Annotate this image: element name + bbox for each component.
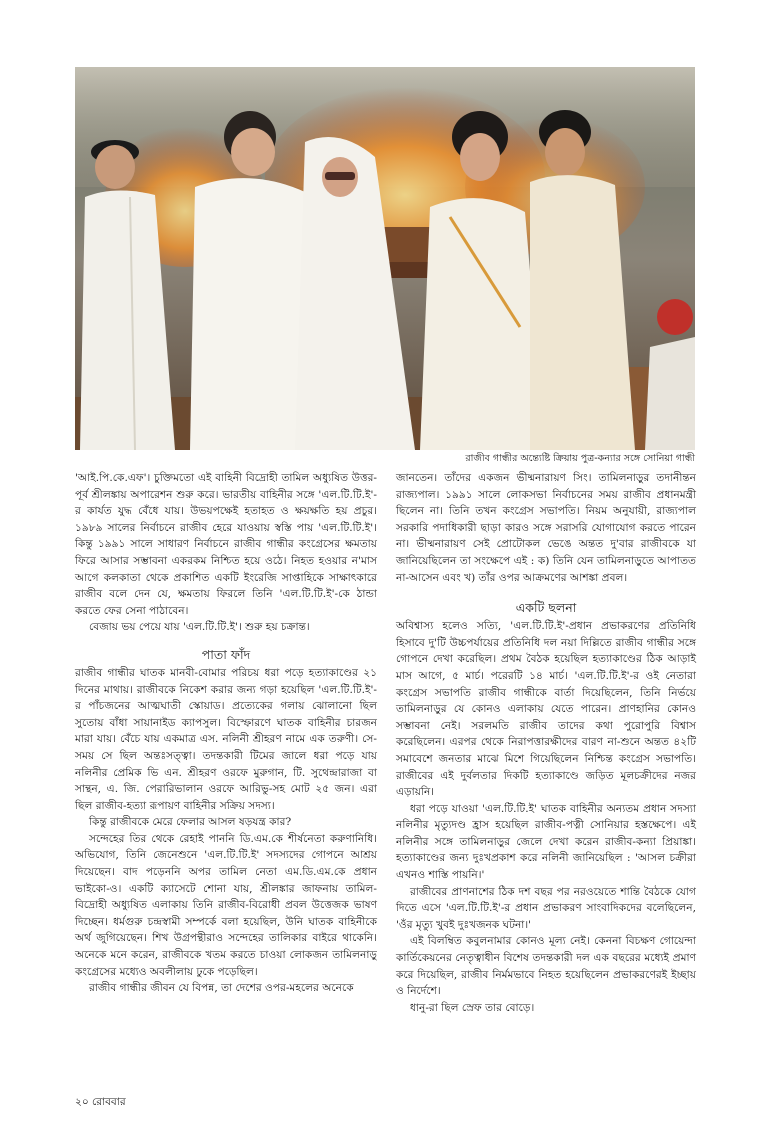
paragraph: ধানু-রা ছিল স্রেফ তার বোড়ে। (410, 1001, 535, 1014)
paragraph: এই বিলম্বিত কবুলনামার কোনও মূল্য নেই। কেননা বিচক্ষণ গোয়েন্দা কার্তিকেয়নের নেতৃত্বাধীন বিশেষ তদন্তকারী দল এক বছরের মধ্যেই প্রমাণ করে দিয়েছিল, রাজীব নির্মমভাবে নিহত হয়েছিলেন প্রভাকরণেরই ইচ্ছায় ও নির্দেশে। (396, 935, 696, 998)
funeral-photo (75, 67, 695, 450)
paragraph: ধরা পড়ে যাওয়া 'এল.টি.টি.ই' ঘাতক বাহিনীর অন্যতম প্রধান সদস্যা নলিনীর মৃত্যুদণ্ড হ্রাস হয়েছিল রাজীব-পত্নী সোনিয়ার হস্তক্ষেপে। এই নলিনীর সঙ্গে তামিলনাড়ুর জেলে দেখা করেন রাজীব-কন্যা প্রিয়াঙ্কা। হত্যাকাণ্ডের জন্য দুঃখপ্রকাশ করে নলিনী জানিয়েছিল : 'আসল চক্রীরা এখনও শাস্তি পায়নি।' (396, 802, 696, 882)
paragraph: অবিশ্বাস্য হলেও সত্যি, 'এল.টি.টি.ই'-প্রধান প্রভাকরণের প্রতিনিধি হিসাবে দু'টি উচ্চপর্যায়ের প্রতিনিধি দল নয়া দিল্লিতে রাজীব গান্ধীর সঙ্গে গোপনে দেখা করেছিল। প্রথম বৈঠক হয়েছিল হত্যাকাণ্ডের ঠিক আড়াই মাস আগে, ৫ মার্চ। পরেরটি ১৪ মার্চ। 'এল.টি.টি.ই'-র ওই নেতারা কংগ্রেস সভাপতি রাজীব গান্ধীকে বার্তা দিয়েছিলেন, তিনি নির্ভয়ে তামিলনাড়ুর যে কোনও এলাকায় যেতে পারেন। প্রাণহানির কোনও সম্ভাবনা নেই। সরলমতি রাজীব তাদের কথা পুরোপুরি বিশ্বাস করেছিলেন। এরপর থেকে নিরাপত্তারক্ষীদের বারণ না-শুনে অন্তত ৪২টি সমাবেশে জনতার মাঝে মিশে গিয়েছিলেন নিশ্চিন্ত কংগ্রেস সভাপতি। রাজীবের এই দুর্বলতার দিকটি হত্যাকাণ্ডে জড়িত মূলচক্রীদের নজর এড়ায়নি। (396, 620, 696, 799)
section-heading: পাতা ফাঁদ (201, 646, 251, 662)
paragraph: রাজীব গান্ধীর জীবন যে বিপন্ন, তা দেশের ওপর-মহলের অনেকে (89, 982, 354, 995)
page-number: ২০ (75, 1096, 89, 1108)
article-column-left (75, 470, 377, 997)
paragraph: কিন্তু রাজীবকে মেরে ফেলার আসল ষড়যন্ত্র কার? (89, 816, 292, 829)
paragraph: জানতেন। তাঁদের একজন ভীষ্মনারায়ণ সিং। তামিলনাড়ুর তদানীন্তন রাজ্যপাল। ১৯৯১ সালে লোকসভা নির্বাচনের সময় রাজীব প্রধানমন্ত্রী ছিলেন না। তিনি তখন কংগ্রেস সভাপতি। নিয়ম অনুযায়ী, রাজ্যপাল সরকারি পদাধিকারী ছাড়া কারও সঙ্গে সরাসরি যোগাযোগ করতে পারেন না। ভীষ্মনারায়ণ সেই প্রোটোকল ভেঙে অন্তত দু'বার রাজীবকে যা জানিয়েছিলেন তা সংক্ষেপে এই : ক) তিনি যেন তামিলনাড়ুতে আপাতত না-আসেন এবং খ) তাঁর ওপর আক্রমণের আশঙ্কা প্রবল। (396, 472, 696, 584)
paragraph: রাজীবের প্রাণনাশের ঠিক দশ বছর পর নরওয়েতে শান্তি বৈঠকে যোগ দিতে এসে 'এল.টি.টি.ই'-র প্রধান প্রভাকরণ সাংবাদিকদের বলেছিলেন, 'ওঁর মৃত্যু খুবই দুঃখজনক ঘটনা।' (396, 885, 696, 931)
photo-caption: রাজীব গান্ধীর অন্ত্যেষ্টি ক্রিয়ায় পুত্র-কন্যার সঙ্গে সোনিয়া গান্ধী (465, 453, 695, 464)
publication-name: রোববার (92, 1096, 126, 1108)
paragraph: বেজায় ভয় পেয়ে যায় 'এল.টি.টি.ই'। শুরু হয় চক্রান্ত। (89, 621, 310, 634)
section-heading: একটি ছলনা (515, 600, 577, 616)
paragraph: সন্দেহের তির থেকে রেহাই পাননি ডি.এম.কে শীর্ষনেতা করুণানিধি। অভিযোগ, তিনি জেনেশুনে 'এল.টি.টি.ই' সদস্যদের গোপনে আশ্রয় দিয়েছেন। বাদ পড়েননি অপর তামিল নেতা এম.ডি.এম.কে প্রধান ভাইকো-ও। একটি ক্যাসেটে শোনা যায়, শ্রীলঙ্কার জাফনায় তামিল-বিদ্রোহী অধ্যুষিত এলাকায় তিনি রাজীব-বিরোধী প্রবল উত্তেজক ভাষণ দিচ্ছেন। ধর্মগুরু চন্দ্রস্বামী সম্পর্কে বলা হয়েছিল, উনি ঘাতক বাহিনীকে অর্থ জুগিয়েছেন। শিখ উগ্রপন্থীরাও সন্দেহের তালিকার বাইরে থাকেনি। অনেকে মনে করেন, রাজীবকে খতম করতে চাওয়া লোকজন তামিলনাড়ু কংগ্রেসের মধ্যেও অবলীলায় ঢুকে পড়েছিল। (75, 832, 377, 978)
paragraph: 'আই.পি.কে.এফ'। চুক্তিমতো এই বাহিনী বিদ্রোহী তামিল অধ্যুষিত উত্তর-পূর্ব শ্রীলঙ্কায় অপারেশন শুরু করে। ভারতীয় বাহিনীর সঙ্গে 'এল.টি.টি.ই'-র কার্যত যুদ্ধ বেঁধে যায়। উভয়পক্ষেই হতাহত ও ক্ষয়ক্ষতি হয় প্রচুর। ১৯৮৯ সালের নির্বাচনে রাজীব হেরে যাওয়ায় স্বস্তি পায় 'এল.টি.টি.ই'। কিন্তু ১৯৯১ সালে সাধারণ নির্বাচনে রাজীব গান্ধীর কংগ্রেসের ক্ষমতায় ফিরে আসার সম্ভাবনা একরকম নিশ্চিত হয়ে ওঠে। নিহত হওয়ার ন'মাস আগে কলকাতা থেকে প্রকাশিত একটি ইংরেজি সাপ্তাহিকে সাক্ষাৎকারে রাজীব বলে দেন যে, ক্ষমতায় ফিরলে তিনি 'এল.টি.টি.ই'-কে ঠান্ডা করতে ফের সেনা পাঠাবেন। (75, 472, 377, 617)
funeral-scene-illustration (75, 67, 695, 450)
article-column-right (396, 470, 696, 1016)
page-footer (75, 1095, 126, 1109)
paragraph: রাজীব গান্ধীর ঘাতক মানবী-বোমার পরিচয় ধরা পড়ে হত্যাকাণ্ডের ২১ দিনের মাথায়। রাজীবকে নিকেশ করার জন্য গড়া হয়েছিল 'এল.টি.টি.ই'-র পাঁচজনের আত্মঘাতী স্কোয়াড। প্রত্যেকের গলায় ঝোলানো ছিল সুতোয় বাঁধা সায়ানাইড ক্যাপসুল। বিস্ফোরণে ঘাতক বাহিনীর চারজন মারা যায়। বেঁচে যায় একমাত্র এস. নলিনী শ্রীহরণ নামে এক তরুণী। সে-সময় সে ছিল অন্তঃসত্ত্বা। তদন্তকারী টিমের জালে ধরা পড়ে যায় নলিনীর প্রেমিক ভি এন. শ্রীহরণ ওরফে মুরুগান, টি. সুথেন্দ্রারাজা বা সান্থন, এ. জি. পেরারিভালান ওরফে আরিভু-সহ মোট ২৫ জন। এরা ছিল রাজীব-হত্যা রূপায়ণ বাহিনীর সক্রিয় সদস্য। (75, 666, 377, 812)
